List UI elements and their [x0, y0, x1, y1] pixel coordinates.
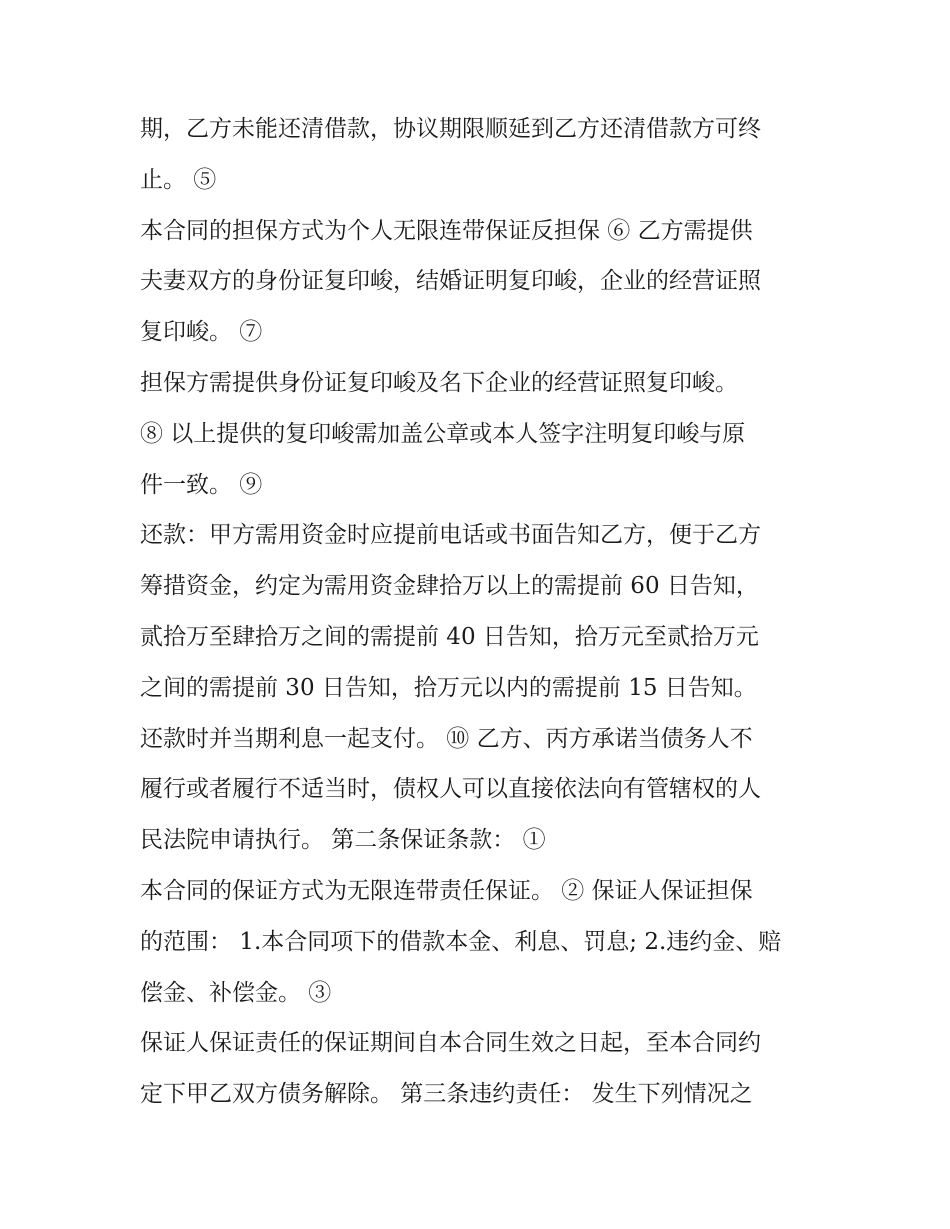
text-line: 本合同的担保方式为个人无限连带保证反担保 ⑥ 乙方需提供: [140, 217, 753, 244]
text-line: ⑧ 以上提供的复印峻需加盖公章或本人签字注明复印峻与原: [140, 420, 746, 447]
text-line: 保证人保证责任的保证期间自本合同生效之日起，至本合同约: [140, 1030, 761, 1057]
text-line: 本合同的保证方式为无限连带责任保证。 ② 保证人保证担保: [140, 877, 753, 904]
text-line: 民法院申请执行。 第二条保证条款： ①: [140, 827, 546, 854]
text-line: 的范围： 1.本合同项下的借款本金、利息、罚息; 2.违约金、赔: [140, 928, 782, 955]
text-line: 复印峻。 ⑦: [140, 319, 263, 346]
text-line: 定下甲乙双方债务解除。 第三条违约责任： 发生下列情况之: [140, 1081, 753, 1108]
text-line: 偿金、补偿金。 ③: [140, 979, 332, 1006]
text-line: 还款时并当期利息一起支付。 ⑩ 乙方、丙方承诺当债务人不: [140, 725, 753, 752]
text-line: 筹措资金，约定为需用资金肆拾万以上的需提前 60 日告知，: [140, 573, 759, 600]
text-line: 之间的需提前 30 日告知，拾万元以内的需提前 15 日告知。: [140, 674, 757, 701]
contract-text: [140, 104, 820, 1120]
text-line: 贰拾万至肆拾万之间的需提前 40 日告知，拾万元至贰拾万元: [140, 623, 759, 650]
text-line: 期，乙方未能还清借款，协议期限顺延到乙方还清借款方可终: [140, 116, 761, 142]
text-line: 还款：甲方需用资金时应提前电话或书面告知乙方，便于乙方: [140, 522, 761, 549]
text-line: 担保方需提供身份证复印峻及名下企业的经营证照复印峻。: [140, 369, 738, 396]
text-line: 止。 ⑤: [140, 166, 217, 193]
text-line: 件一致。 ⑨: [140, 471, 263, 498]
text-line: 夫妻双方的身份证复印峻，结婚证明复印峻，企业的经营证照: [140, 268, 761, 295]
text-line: 履行或者履行不适当时，债权人可以直接依法向有管辖权的人: [140, 776, 761, 803]
